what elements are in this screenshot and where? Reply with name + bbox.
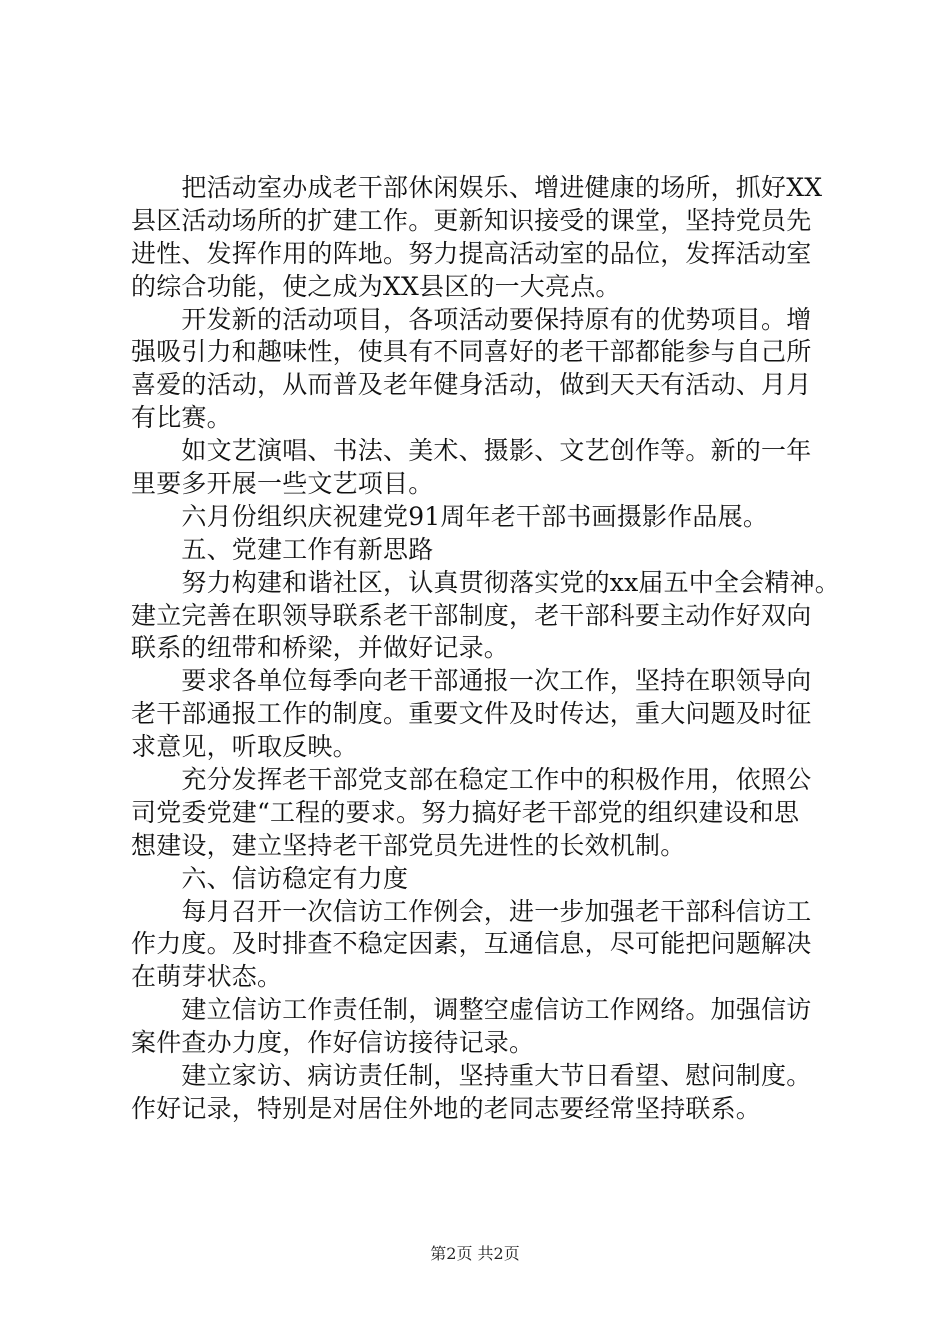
text-line: 充分发挥老干部党支部在稳定工作中的积极作用，依照公 <box>131 765 812 795</box>
text-line: 案件查办力度，作好信访接待记录。 <box>131 1028 535 1058</box>
text-line: 里要多开展一些文艺项目。 <box>131 469 434 499</box>
page-number: 第2页 共2页 <box>430 1244 520 1263</box>
text-line: 的综合功能，使之成为XX县区的一大亮点。 <box>131 271 621 301</box>
text-line: 联系的纽带和桥梁，并做好记录。 <box>131 633 510 663</box>
text-line: 开发新的活动项目，各项活动要保持原有的优势项目。增 <box>131 304 812 334</box>
text-line: 如文艺演唱、书法、美术、摄影、文艺创作等。新的一年 <box>131 436 812 466</box>
section-heading: 五、党建工作有新思路 <box>131 534 434 564</box>
text-line: 作力度。及时排查不稳定因素，互通信息，尽可能把问题解决 <box>131 929 812 959</box>
text-line: 想建设，建立坚持老干部党员先进性的长效机制。 <box>131 830 686 860</box>
text-line: 老干部通报工作的制度。重要文件及时传达，重大问题及时征 <box>131 699 812 729</box>
page-footer <box>0 1244 950 1264</box>
section-heading: 六、信访稳定有力度 <box>131 863 409 893</box>
text-line: 喜爱的活动，从而普及老年健身活动，做到天天有活动、月月 <box>131 370 812 400</box>
text-line: 县区活动场所的扩建工作。更新知识接受的课堂，坚持党员先 <box>131 205 812 235</box>
text-line: 建立完善在职领导联系老干部制度，老干部科要主动作好双向 <box>131 600 812 630</box>
text-line: 进性、发挥作用的阵地。努力提高活动室的品位，发挥活动室 <box>131 238 812 268</box>
text-line: 作好记录，特别是对居住外地的老同志要经常坚持联系。 <box>131 1093 762 1123</box>
text-line: 六月份组织庆祝建党91周年老干部书画摄影作品展。 <box>131 501 769 531</box>
text-line: 每月召开一次信访工作例会，进一步加强老干部科信访工 <box>131 896 812 926</box>
text-line: 建立家访、病访责任制，坚持重大节日看望、慰问制度。 <box>131 1061 812 1091</box>
text-line: 司党委党建“工程的要求。努力搞好老干部党的组织建设和思 <box>131 797 800 827</box>
text-line: 努力构建和谐社区，认真贯彻落实党的xx届五中全会精神。 <box>131 567 841 597</box>
document-body <box>131 172 841 1126</box>
text-line: 建立信访工作责任制，调整空虚信访工作网络。加强信访 <box>131 995 812 1025</box>
text-line: 有比赛。 <box>131 403 232 433</box>
text-line: 要求各单位每季向老干部通报一次工作，坚持在职领导向 <box>131 666 812 696</box>
text-line: 强吸引力和趣味性，使具有不同喜好的老干部都能参与自己所 <box>131 337 812 367</box>
text-line: 求意见，听取反映。 <box>131 732 358 762</box>
text-line: 在萌芽状态。 <box>131 962 283 992</box>
text-line: 把活动室办成老干部休闲娱乐、增进健康的场所，抓好XX <box>131 173 823 202</box>
